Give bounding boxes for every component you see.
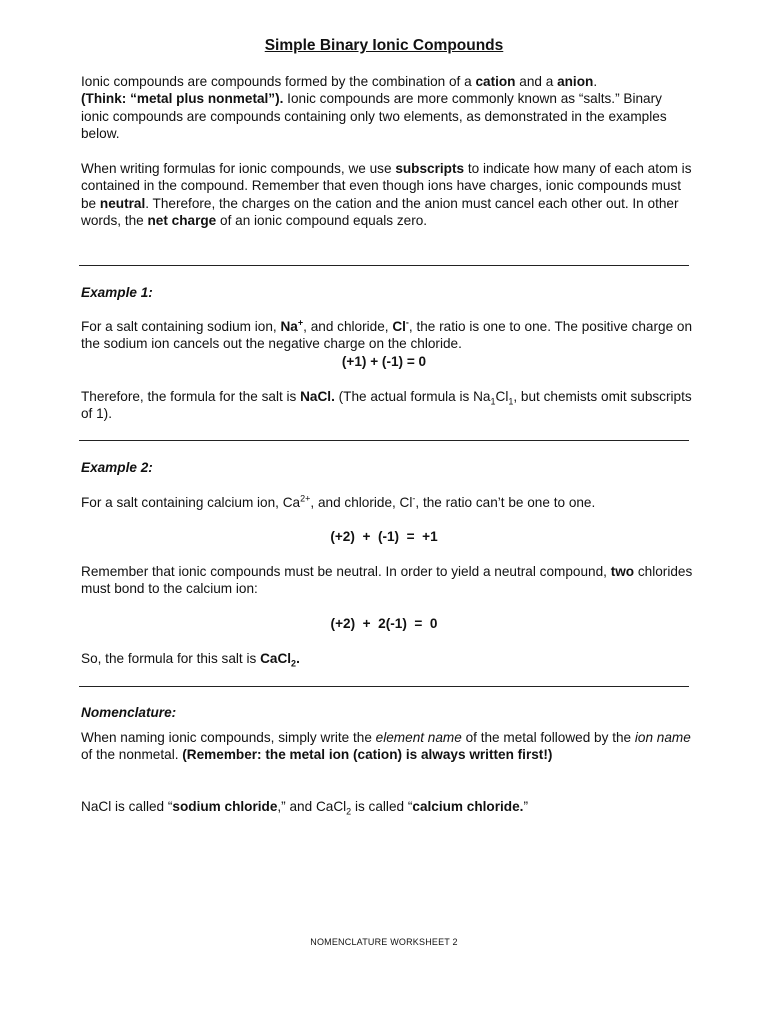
text: , and chloride, Cl [310, 495, 413, 510]
term-net-charge: net charge [147, 213, 217, 229]
example-1-paragraph-1 [81, 318, 693, 353]
term-element-name: element name [375, 730, 462, 745]
intro-paragraph-2 [81, 160, 693, 230]
text: of the metal followed by the [461, 730, 635, 745]
example-2-paragraph-2 [81, 563, 693, 598]
text: Therefore, the formula for the salt is [81, 389, 301, 404]
text: ,” and CaCl [277, 799, 347, 814]
page-footer: NOMENCLATURE WORKSHEET 2 [310, 937, 458, 947]
term-subscripts: subscripts [395, 161, 465, 176]
text: When naming ionic compounds, simply write the [81, 730, 376, 745]
charge: 2+ [300, 493, 311, 504]
text: For a salt containing sodium ion, [81, 319, 281, 334]
divider [79, 686, 689, 687]
term-calcium-chloride: calcium chloride. [412, 799, 524, 814]
text: When writing formulas for ionic compounds, we use [81, 161, 396, 176]
text: For a salt containing calcium ion, Ca [81, 495, 301, 510]
text: Ionic compounds are more commonly known as “salts.” Binary ionic compounds are compounds containing only two elements, as demonstrated in the examples below. [81, 91, 667, 142]
example-1-paragraph-2 [81, 388, 693, 423]
term-cation: cation [475, 74, 516, 89]
nomenclature-heading: Nomenclature: [81, 705, 177, 720]
page-title: Simple Binary Ionic Compounds [264, 37, 504, 54]
text: is called “ [351, 799, 413, 814]
text: (The actual formula is Na [334, 389, 491, 404]
text: , the ratio can’t be one to one. [415, 495, 596, 510]
subscript: 1 [490, 396, 496, 407]
example-2-paragraph-3 [81, 650, 693, 667]
term-ion-name: ion name [634, 730, 691, 745]
text: Cl [495, 389, 509, 404]
remember-note: (Remember: the metal ion (cation) is always written first!) [182, 747, 553, 763]
intro-paragraph-1 [81, 73, 693, 143]
example-1-equation: (+1) + (-1) = 0 [341, 354, 427, 369]
text: ” [523, 799, 528, 814]
text: , the ratio is one to one. The positive charge on the sodium ion cancels out the negative charge on the chloride. [81, 319, 693, 352]
term-two: two [610, 564, 635, 579]
text: and a [515, 74, 558, 89]
formula-cacl2: CaCl$_2$. [260, 651, 300, 669]
text: to indicate how many of each atom is contained in the compound. Remember that even though ions have charges, ionic compounds must be [81, 161, 692, 211]
text: , and chloride, [303, 319, 393, 334]
chloride-ion: Cl- [392, 317, 409, 334]
divider [79, 265, 689, 266]
formula-nacl: NaCl. [300, 389, 335, 404]
think-note: (Think: “metal plus nonmetal”). [81, 91, 284, 107]
nomenclature-paragraph-2 [81, 798, 693, 815]
text: So, the formula for this salt is [81, 651, 261, 666]
text: NaCl is called “ [81, 799, 173, 814]
term-neutral: neutral [99, 195, 146, 211]
subscript: 2 [346, 806, 352, 817]
text: , but chemists omit subscripts of 1). [81, 389, 692, 422]
charge: - [412, 493, 416, 504]
text: . [593, 74, 598, 89]
term-sodium-chloride: sodium chloride [172, 799, 278, 814]
term-anion: anion [557, 74, 594, 89]
text: . Therefore, the charges on the cation and the anion must cancel each other out. In other words, the [81, 195, 679, 229]
sodium-ion: Na+ [280, 317, 304, 334]
example-1-heading: Example 1: [81, 285, 153, 300]
text: Remember that ionic compounds must be neutral. In order to yield a neutral compound, [81, 564, 611, 579]
divider [79, 440, 689, 441]
example-2-paragraph-1 [81, 494, 693, 511]
example-2-equation-1: (+2) + (-1) = +1 [330, 529, 438, 544]
nomenclature-paragraph-1 [81, 729, 693, 764]
text: of the nonmetal. [81, 747, 183, 763]
example-2-equation-2: (+2) + 2(-1) = 0 [330, 616, 438, 631]
example-2-heading: Example 2: [81, 460, 153, 475]
text: of an ionic compound equals zero. [216, 213, 428, 229]
subscript: 1 [508, 396, 514, 407]
text: Ionic compounds are compounds formed by the combination of a [81, 74, 476, 89]
text: chlorides must bond to the calcium ion: [81, 564, 693, 597]
